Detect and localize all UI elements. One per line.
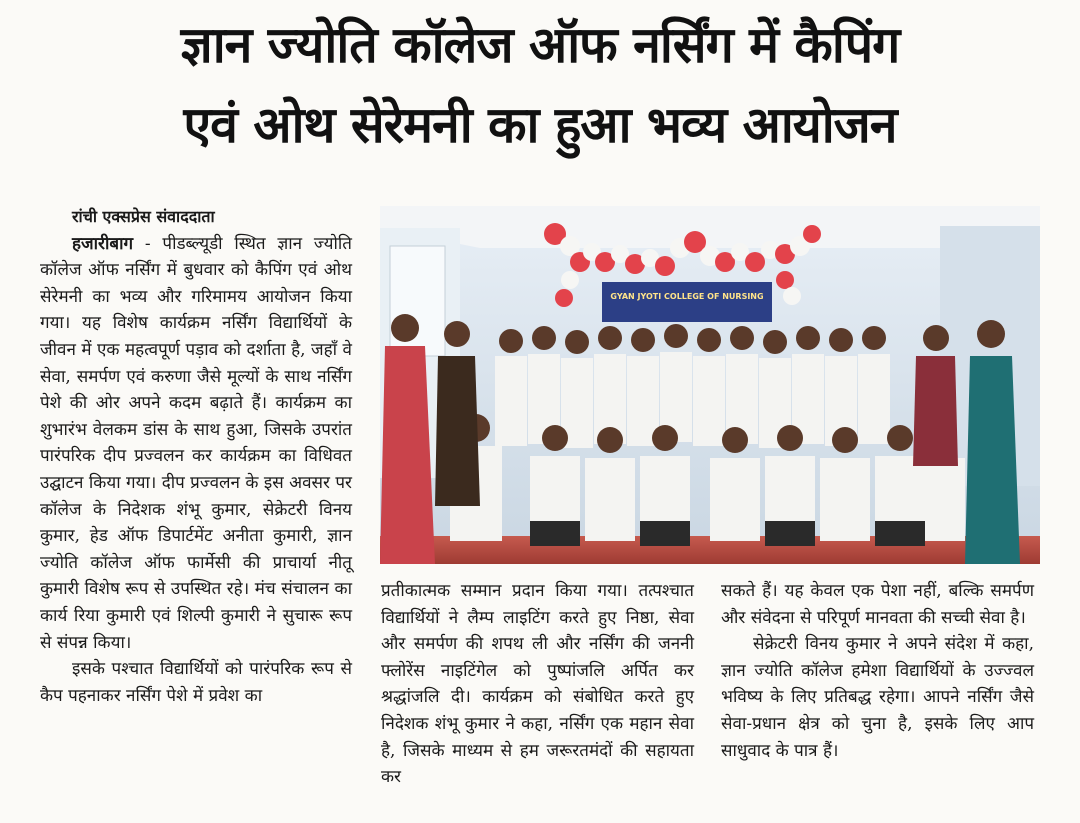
article-column-3	[721, 578, 1034, 764]
article-column-1	[40, 204, 352, 709]
paragraph-1	[40, 231, 352, 657]
group-photo	[380, 206, 1040, 564]
dateline-place: हजारीबाग	[72, 233, 134, 254]
paragraph-1-text: - पीडब्ल्यूडी स्थित ज्ञान ज्योति कॉलेज ऑफ नर्सिंग में बुधवार को कैपिंग एवं ओथ सेरेमनी का भव्य और गरिमामय आयोजन किया गया। यह विशेष कार्यक्रम नर्सिंग विद्यार्थियों के जीवन में एक महत्वपूर्ण पड़ाव को दर्शाता है, जहाँ वे सेवा, समर्पण एवं करुणा जैसे मूल्यों के साथ नर्सिंग पेशे की ओर अपने कदम बढ़ाते हैं। कार्यक्रम का शुभारंभ वेलकम डांस के साथ हुआ, जिसके उपरांत पारंपरिक दीप प्रज्वलन कर कार्यक्रम का विधिवत उद्घाटन किया गया। दीप प्रज्वलन के इस अवसर पर कॉलेज के निदेशक शंभू कुमार, सेक्रेटरी विनय कुमार, हेड ऑफ डिपार्टमेंट अनीता कुमारी, ज्ञान ज्योति कॉलेज ऑफ फार्मेसी की प्राचार्या नीतू कुमारी विशेष रूप से उपस्थित रहे। मंच संचालन का कार्य रिया कुमारी एवं शिल्पी कुमारी ने सुचारू रूप से संपन्न किया।	[40, 233, 352, 653]
paragraph-5: सेक्रेटरी विनय कुमार ने अपने संदेश में कहा, ज्ञान ज्योति कॉलेज हमेशा विद्यार्थियों के उज्ज्वल भविष्य के लिए प्रतिबद्ध रहेगा। आपने नर्सिंग जैसे सेवा-प्रधान क्षेत्र को चुना है, इसके लिए आप साधुवाद के पात्र हैं।	[721, 634, 1034, 761]
paragraph-3: प्रतीकात्मक सम्मान प्रदान किया गया। तत्पश्चात विद्यार्थियों ने लैम्प लाइटिंग करते हुए निष्ठा, सेवा और समर्पण की शपथ ली और नर्सिंग की जननी फ्लोरेंस नाइटिंगेल को पुष्पांजलि अर्पित कर श्रद्धांजलि दी। कार्यक्रम को संबोधित करते हुए निदेशक शंभू कुमार ने कहा, नर्सिंग एक महान सेवा है, जिसके माध्यम से हम जरूरतमंदों की सहायता कर	[381, 581, 694, 788]
article-column-2	[381, 578, 694, 791]
college-banner	[602, 282, 772, 322]
banner-text: GYAN JYOTI COLLEGE OF NURSING	[610, 292, 764, 301]
headline-line-1: ज्ञान ज्योति कॉलेज ऑफ नर्सिंग में कैपिंग	[180, 16, 900, 74]
byline: रांची एक्सप्रेस संवाददाता	[72, 207, 215, 226]
headline-line-2: एवं ओथ सेरेमनी का हुआ भव्य आयोजन	[183, 96, 897, 154]
paragraph-2: इसके पश्चात विद्यार्थियों को पारंपरिक रूप से कैप पहनाकर नर्सिंग पेशे में प्रवेश का	[40, 659, 352, 706]
paragraph-4: सकते हैं। यह केवल एक पेशा नहीं, बल्कि समर्पण और संवेदना से परिपूर्ण मानवता की सच्ची सेवा है।	[721, 581, 1034, 628]
